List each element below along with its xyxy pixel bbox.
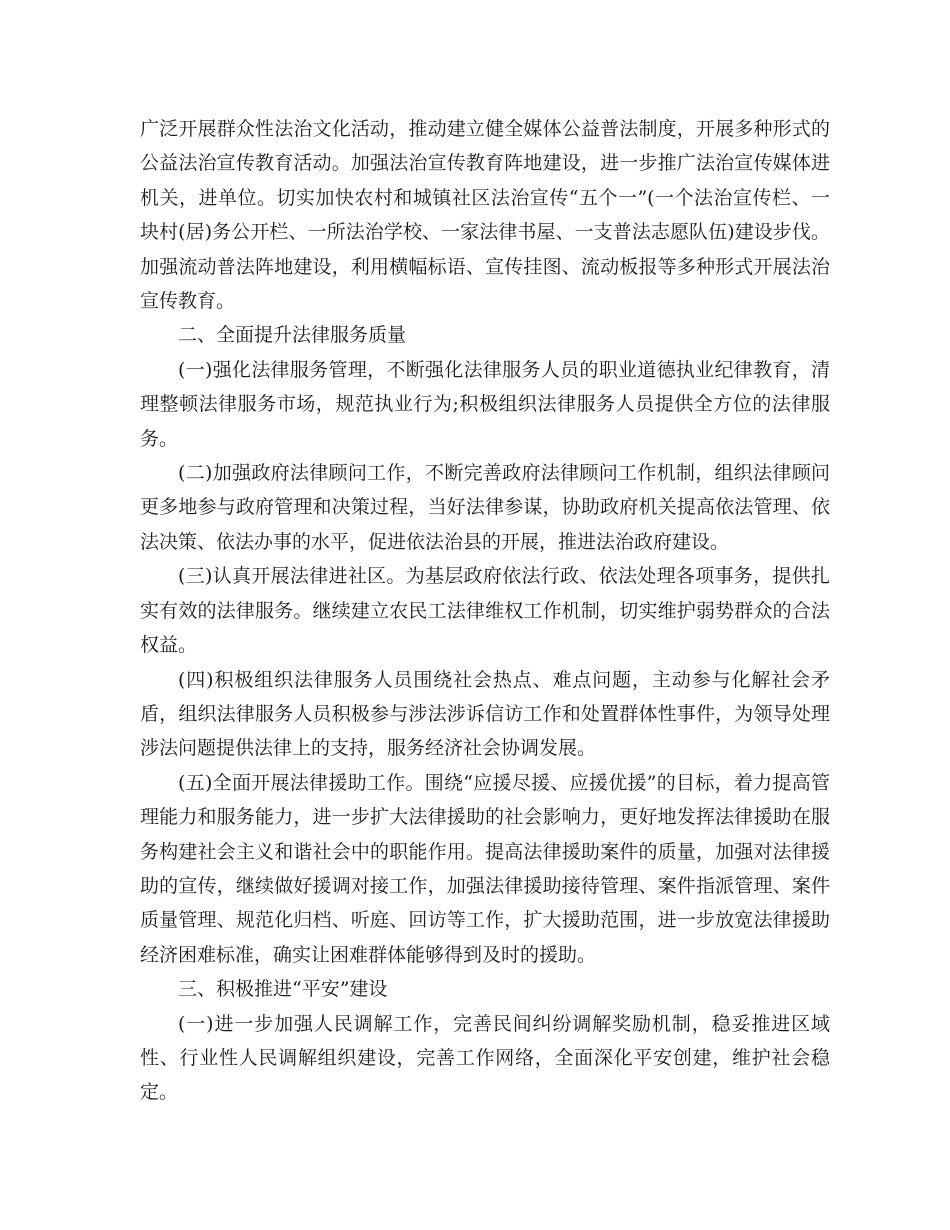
paragraph-item-1: (一)强化法律服务管理，不断强化法律服务人员的职业道德执业纪律教育，清理整顿法律服务市场，规范执业行为;积极组织法律服务人员提供全方位的法律服务。 <box>140 358 830 450</box>
paragraph-item-5: (五)全面开展法律援助工作。围绕“应援尽援、应援优援”的目标，着力提高管理能力和服务能力，进一步扩大法律援助的社会影响力，更好地发挥法律援助在服务构建社会主义和谐社会中的职能作用。提高法律援助案件的质量，加强对法律援助的宣传，继续做好援调对接工作，加强法律援助接待管理、案件指派管理、案件质量管理、规范化归档、听庭、回访等工作，扩大援助范围，进一步放宽法律援助经济困难标准，确实让困难群体能够得到及时的援助。 <box>140 771 830 966</box>
paragraph-legal-culture: 广泛开展群众性法治文化活动，推动建立健全媒体公益普法制度，开展多种形式的公益法治宣传教育活动。加强法治宣传教育阵地建设，进一步推广法治宣传媒体进机关，进单位。切实加快农村和城镇社区法治宣传“五个一”(一个法治宣传栏、一块村(居)务公开栏、一所法治学校、一家法律书屋、一支普法志愿队伍)建设步伐。加强流动普法阵地建设，利用横幅标语、宣传挂图、流动板报等多种形式开展法治宣传教育。 <box>140 118 830 313</box>
document-body <box>140 112 830 1110</box>
paragraph-mediation: (一)进一步加强人民调解工作，完善民间纠纷调解奖励机制，稳妥推进区域性、行业性人民调解组织建设，完善工作网络，全面深化平安创建，维护社会稳定。 <box>140 1012 830 1104</box>
paragraph-item-2: (二)加强政府法律顾问工作，不断完善政府法律顾问工作机制，组织法律顾问更多地参与政府管理和决策过程，当好法律参谋，协助政府机关提高依法管理、依法决策、依法办事的水平，促进依法治县的开展，推进法治政府建设。 <box>140 462 830 553</box>
section-heading-safety: 三、积极推进“平安”建设 <box>178 978 388 1001</box>
paragraph-item-3: (三)认真开展法律进社区。为基层政府依法行政、依法处理各项事务，提供扎实有效的法律服务。继续建立农民工法律维权工作机制，切实维护弱势群众的合法权益。 <box>140 565 830 657</box>
section-heading-legal-services: 二、全面提升法律服务质量 <box>178 324 407 347</box>
paragraph-item-4: (四)积极组织法律服务人员围绕社会热点、难点问题，主动参与化解社会矛盾，组织法律服务人员积极参与涉法涉诉信访工作和处置群体性事件，为领导处理涉法问题提供法律上的支持，服务经济社会协调发展。 <box>140 668 830 760</box>
